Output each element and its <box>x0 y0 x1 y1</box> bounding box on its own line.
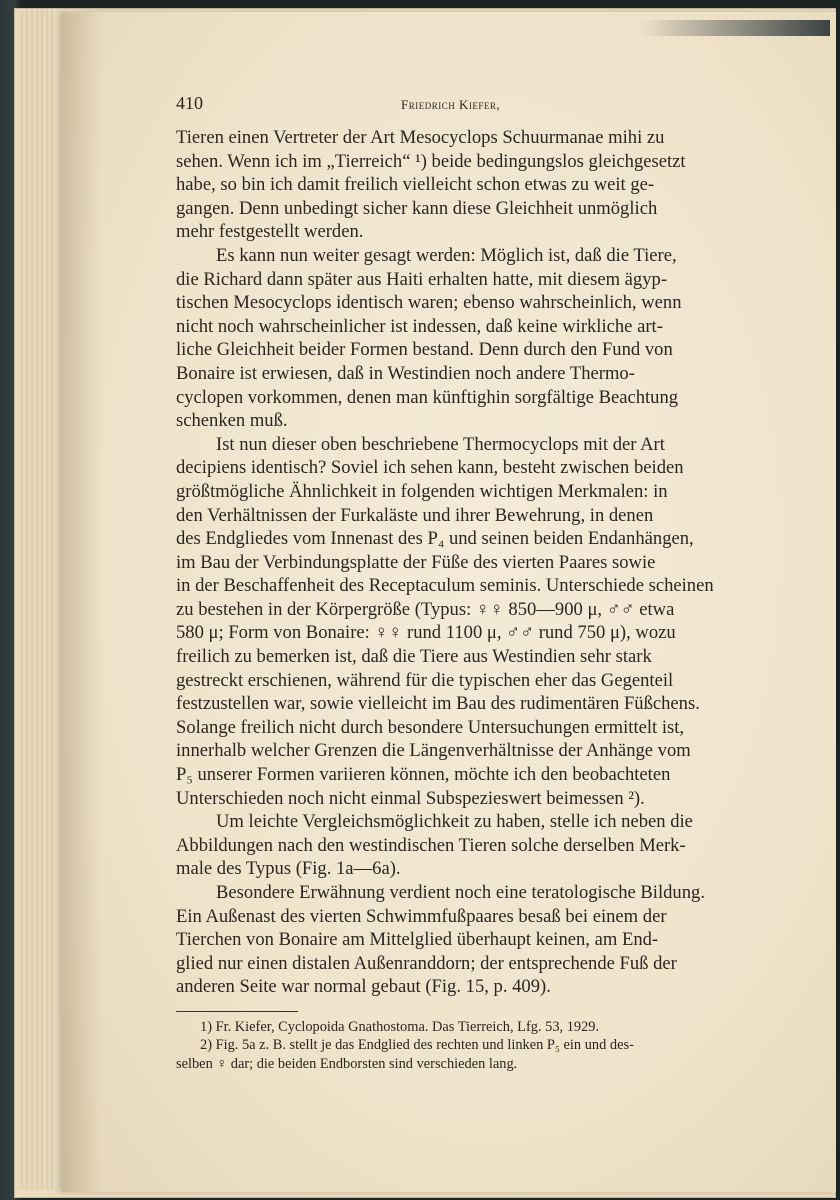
text-line: freilich zu bemerken ist, daß die Tiere aus Westindien sehr stark <box>176 646 652 668</box>
text-line: Unterschieden noch nicht einmal Subspezieswert beimessen ²). <box>176 787 645 809</box>
text-line: Bonaire ist erwiesen, daß in Westindien noch andere Thermo- <box>176 362 635 384</box>
footnotes <box>176 1018 760 1073</box>
page-corner-shadow <box>640 20 830 36</box>
page-content <box>176 92 760 1073</box>
text-line: P₅ unserer Formen variieren können, möchte ich den beobachteten <box>176 764 671 786</box>
text-line: mehr festgestellt werden. <box>176 221 364 243</box>
text-line: nicht noch wahrscheinlicher ist indessen, daß keine wirkliche art- <box>176 315 663 337</box>
text-line: festzustellen war, sowie vielleicht im Bau des rudimentären Füßchens. <box>176 693 700 715</box>
text-line: zu bestehen in der Körpergröße (Typus: ♀♀ 850—900 μ, ♂♂ etwa <box>176 598 675 620</box>
text-line: Besondere Erwähnung verdient noch eine teratologische Bildung. <box>216 882 705 903</box>
text-line: Ist nun dieser oben beschriebene Thermocyclops mit der Art <box>216 433 665 455</box>
text-line: im Bau der Verbindungsplatte der Füße des vierten Paares sowie <box>176 551 656 573</box>
footnote-rule <box>176 1011 298 1012</box>
text-line: Tierchen von Bonaire am Mittelglied überhaupt keinen, am End- <box>176 929 659 951</box>
footnote-line: 1) Fr. Kiefer, Cyclopoida Gnathostoma. Das Tierreich, Lfg. 53, 1929. <box>200 1018 600 1035</box>
footnote-line: 2) Fig. 5a z. B. stellt je das Endglied des rechten und linken P₅ ein und des- <box>200 1037 634 1054</box>
text-line: größtmögliche Ähnlichkeit in folgenden wichtigen Merkmalen: in <box>176 480 668 502</box>
text-line: gangen. Denn unbedingt sicher kann diese Gleichheit unmöglich <box>176 197 658 219</box>
text-line: Tieren einen Vertreter der Art Mesocyclops Schuurmanae mihi zu <box>176 127 665 148</box>
text-line: Um leichte Vergleichsmöglichkeit zu haben, stelle ich neben die <box>216 811 693 833</box>
page-header <box>176 92 760 116</box>
text-line: des Endgliedes vom Innenast des P₄ und seinen beiden Endanhängen, <box>176 528 694 550</box>
text-line: tischen Mesocyclops identisch waren; ebenso wahrscheinlich, wenn <box>176 292 682 314</box>
text-line: anderen Seite war normal gebaut (Fig. 15, p. 409). <box>176 976 551 998</box>
running-head: Friedrich Kiefer, <box>401 97 501 112</box>
text-line: Abbildungen nach den westindischen Tieren solche derselben Merk- <box>176 834 686 856</box>
text-line: male des Typus (Fig. 1a—6a). <box>176 858 401 880</box>
text-line: Es kann nun weiter gesagt werden: Möglich ist, daß die Tiere, <box>216 244 677 266</box>
text-line: in der Beschaffenheit des Receptaculum seminis. Unterschiede scheinen <box>176 575 714 597</box>
footnote-line: selben ♀ dar; die beiden Endborsten sind verschieden lang. <box>176 1055 518 1072</box>
text-line: liche Gleichheit beider Formen bestand. Denn durch den Fund von <box>176 339 673 361</box>
text-line: schenken muß. <box>176 410 288 432</box>
text-line: decipiens identisch? Soviel ich sehen kann, besteht zwischen beiden <box>176 457 684 479</box>
text-line: gestreckt erschienen, während für die typischen eher das Gegenteil <box>176 669 674 691</box>
text-line: sehen. Wenn ich im „Tierreich“ ¹) beide bedingungslos gleichgesetzt <box>176 150 686 172</box>
text-line: Ein Außenast des vierten Schwimmfußpaares besaß bei einem der <box>176 905 667 927</box>
text-line: 580 μ; Form von Bonaire: ♀♀ rund 1100 μ, ♂♂ rund 750 μ), wozu <box>176 622 676 644</box>
text-line: den Verhältnissen der Furkaläste und ihrer Bewehrung, in denen <box>176 504 654 526</box>
gutter-shadow <box>62 12 102 1192</box>
text-line: glied nur einen distalen Außenranddorn; der entsprechende Fuß der <box>176 952 677 974</box>
text-line: Solange freilich nicht durch besondere Untersuchungen ermittelt ist, <box>176 716 685 738</box>
text-line: cyclopen vorkommen, denen man künftighin sorgfältige Beachtung <box>176 386 679 408</box>
text-line: innerhalb welcher Grenzen die Längenverhältnisse der Anhänge vom <box>176 740 691 762</box>
text-line: habe, so bin ich damit freilich vielleicht schon etwas zu weit ge- <box>176 174 655 196</box>
page-number: 410 <box>176 93 203 113</box>
body-text <box>176 126 760 999</box>
page-edges <box>18 10 54 1190</box>
text-line: die Richard dann später aus Haiti erhalten hatte, mit diesem ägyp- <box>176 268 668 290</box>
